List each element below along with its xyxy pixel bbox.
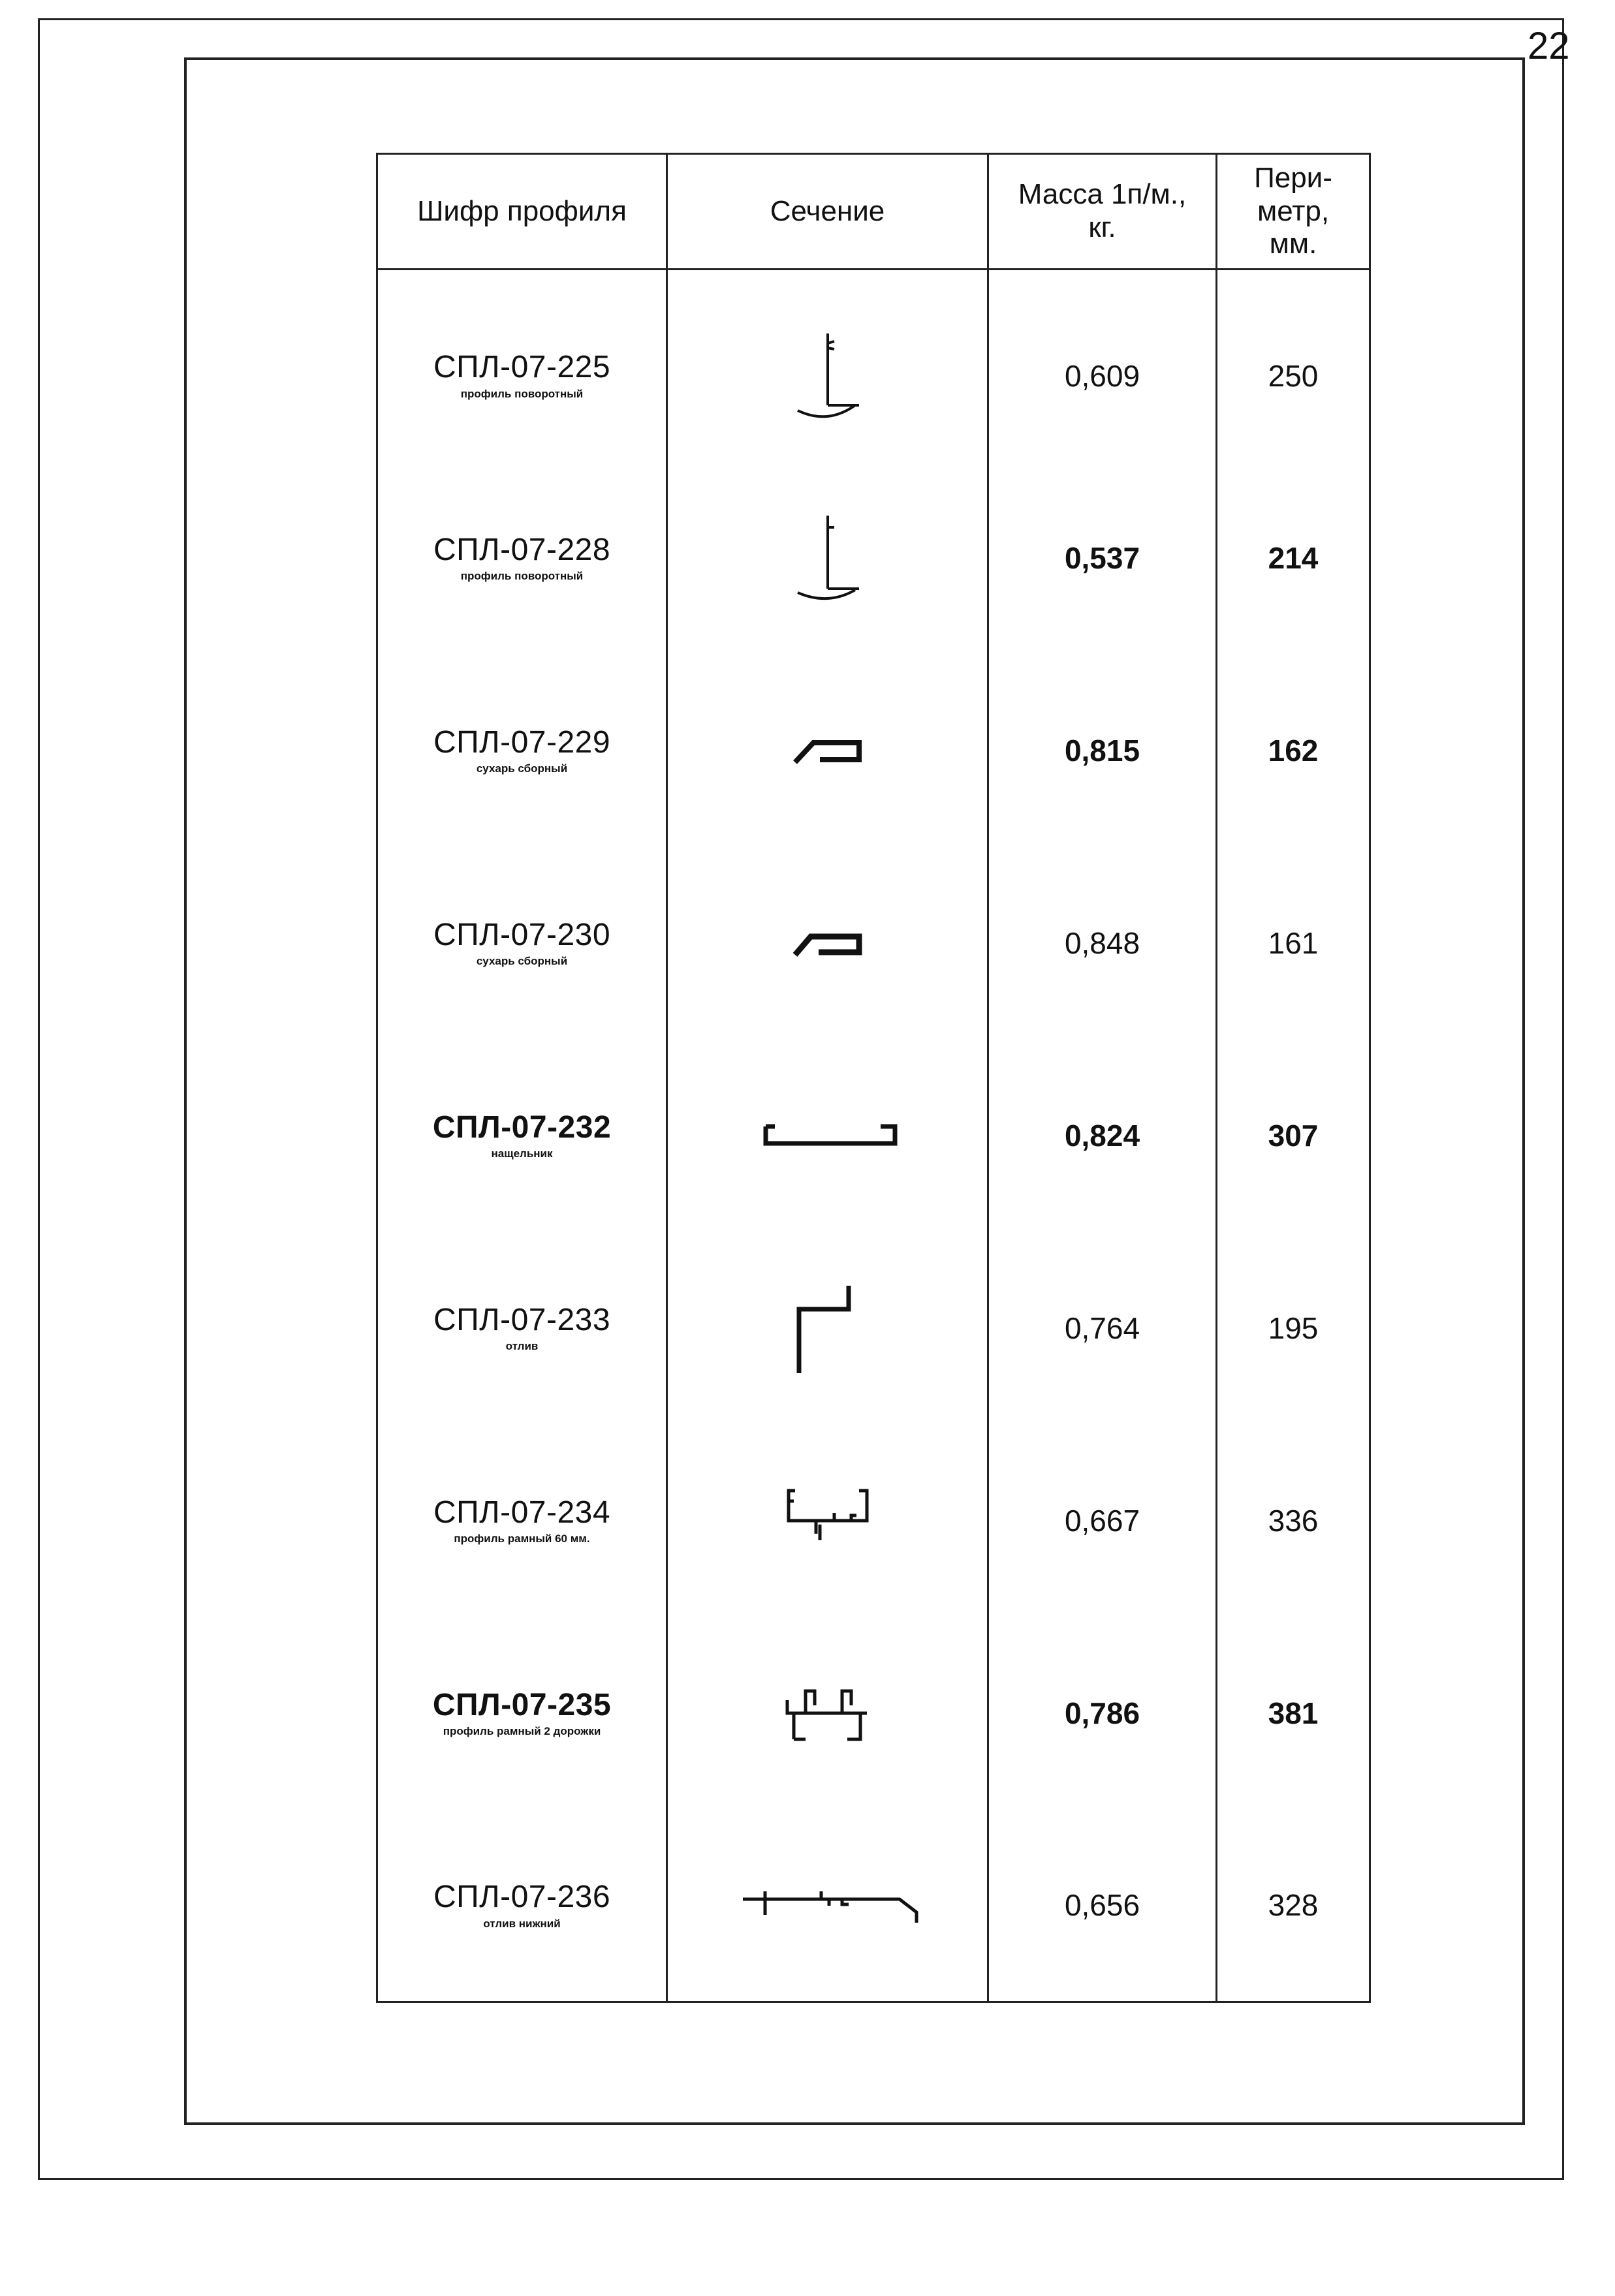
section-cell <box>667 655 988 847</box>
mass-cell <box>988 655 1217 847</box>
mass-cell <box>988 270 1217 462</box>
profile-description: профиль поворотный <box>460 388 584 401</box>
corner-key-icon <box>782 923 873 963</box>
perimeter-cell <box>1217 847 1370 1040</box>
perimeter-cell <box>1217 1810 1370 2002</box>
code-cell <box>377 1040 667 1232</box>
section-cell <box>667 1810 988 2002</box>
perimeter-value: 336 <box>1268 1504 1319 1538</box>
profile-code: СПЛ-07-230 <box>433 917 611 952</box>
perimeter-value: 214 <box>1268 541 1319 575</box>
code-cell <box>377 655 667 847</box>
perimeter-cell <box>1217 1617 1370 1810</box>
header-perimeter <box>1217 154 1370 270</box>
profile-description: профиль рамный 60 мм. <box>454 1532 590 1545</box>
perimeter-cell <box>1217 270 1370 462</box>
table-row <box>377 847 1370 1040</box>
profile-description: профиль рамный 2 дорожки <box>443 1725 601 1738</box>
perimeter-value: 328 <box>1268 1888 1319 1923</box>
section-cell <box>667 1425 988 1617</box>
mass-value: 0,786 <box>1064 1696 1140 1730</box>
header-perimeter-label: Пери- метр, мм. <box>1254 162 1332 260</box>
mass-value: 0,824 <box>1064 1119 1140 1153</box>
mass-value: 0,656 <box>1064 1888 1140 1923</box>
section-cell <box>667 1040 988 1232</box>
profile-description: отлив <box>505 1340 539 1353</box>
profile-code: СПЛ-07-234 <box>433 1495 611 1530</box>
perimeter-cell <box>1217 1425 1370 1617</box>
profile-code: СПЛ-07-235 <box>432 1687 612 1722</box>
frame-two-track-icon <box>769 1674 886 1752</box>
profile-description: нащельник <box>491 1147 553 1160</box>
rotary-profile-icon <box>782 327 873 425</box>
table-row <box>377 270 1370 462</box>
code-cell <box>377 1232 667 1425</box>
profile-code: СПЛ-07-233 <box>433 1302 611 1337</box>
table-header-row <box>377 154 1370 270</box>
frame-profile-icon <box>769 1482 886 1560</box>
drip-profile-icon <box>782 1279 873 1377</box>
perimeter-cell <box>1217 462 1370 655</box>
mass-cell <box>988 1232 1217 1425</box>
perimeter-value: 161 <box>1268 926 1319 960</box>
code-cell <box>377 847 667 1040</box>
bottom-drip-icon <box>730 1876 926 1934</box>
header-mass <box>988 154 1217 270</box>
section-cell <box>667 847 988 1040</box>
code-cell <box>377 1425 667 1617</box>
section-cell <box>667 1617 988 1810</box>
perimeter-cell <box>1217 1232 1370 1425</box>
perimeter-value: 307 <box>1268 1119 1319 1153</box>
table-row <box>377 655 1370 847</box>
mass-cell <box>988 1425 1217 1617</box>
profile-description: сухарь сборный <box>476 762 568 775</box>
perimeter-cell <box>1217 655 1370 847</box>
profile-description: профиль поворотный <box>460 570 584 583</box>
perimeter-value: 381 <box>1268 1696 1319 1730</box>
mass-cell <box>988 1810 1217 2002</box>
header-code: Шифр профиля <box>377 154 667 270</box>
mass-cell <box>988 1617 1217 1810</box>
mass-value: 0,815 <box>1064 734 1140 768</box>
mass-cell <box>988 1040 1217 1232</box>
cover-strip-icon <box>746 1116 909 1155</box>
table-row <box>377 1040 1370 1232</box>
code-cell <box>377 1617 667 1810</box>
table-row <box>377 1810 1370 2002</box>
mass-value: 0,667 <box>1064 1504 1140 1538</box>
code-cell <box>377 1810 667 2002</box>
header-section: Сечение <box>667 154 988 270</box>
mass-cell <box>988 462 1217 655</box>
section-cell <box>667 1232 988 1425</box>
perimeter-cell <box>1217 1040 1370 1232</box>
page-number: 22 <box>1528 25 1570 67</box>
code-cell <box>377 270 667 462</box>
profiles-table <box>376 153 1371 2003</box>
profile-code: СПЛ-07-225 <box>433 350 611 385</box>
corner-key-icon <box>782 731 873 770</box>
table-row <box>377 1232 1370 1425</box>
profile-code: СПЛ-07-229 <box>433 724 611 760</box>
section-cell <box>667 462 988 655</box>
mass-cell <box>988 847 1217 1040</box>
profile-code: СПЛ-07-228 <box>433 532 611 567</box>
perimeter-value: 250 <box>1268 358 1319 393</box>
table-row <box>377 1617 1370 1810</box>
header-mass-label: Масса 1п/м., кг. <box>1018 178 1187 243</box>
code-cell <box>377 462 667 655</box>
profiles-table-wrap <box>376 153 1371 2003</box>
perimeter-value: 162 <box>1268 734 1319 768</box>
table-row <box>377 1425 1370 1617</box>
profile-code: СПЛ-07-236 <box>433 1879 611 1914</box>
mass-value: 0,537 <box>1064 541 1140 575</box>
table-row <box>377 462 1370 655</box>
profile-description: отлив нижний <box>483 1917 561 1930</box>
mass-value: 0,764 <box>1064 1311 1140 1345</box>
mass-value: 0,609 <box>1064 358 1140 393</box>
profile-code: СПЛ-07-232 <box>432 1109 612 1145</box>
section-cell <box>667 270 988 462</box>
mass-value: 0,848 <box>1064 926 1140 960</box>
profile-description: сухарь сборный <box>476 955 568 968</box>
perimeter-value: 195 <box>1268 1311 1319 1345</box>
rotary-profile-icon <box>782 509 873 607</box>
